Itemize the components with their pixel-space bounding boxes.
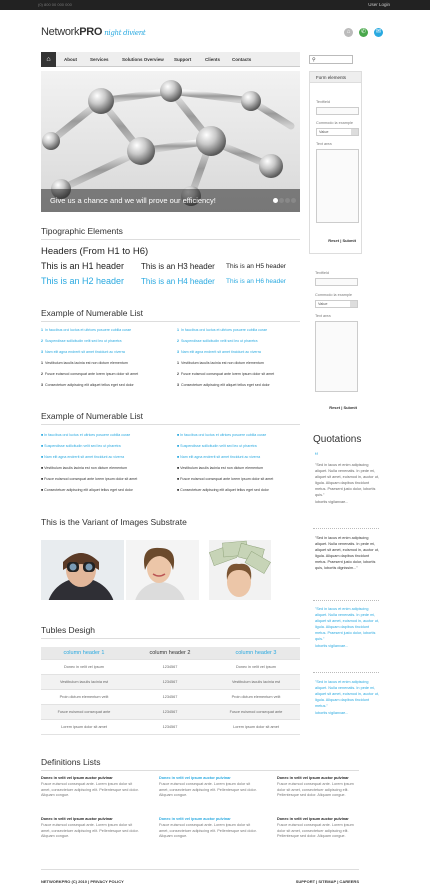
phone-number: (0) 800 00 000 000: [38, 2, 72, 7]
reset-button[interactable]: Reset: [328, 238, 340, 243]
definition-desc: Fusce euismod consequat ante. Lorem ipsum dolor sit amet, consectetuer adipiscing elit. Pellentesque sed dolor. Aliquam congue.: [41, 782, 139, 797]
logo-main-text: Network: [41, 26, 80, 38]
phone-icon[interactable]: ✆: [360, 29, 367, 35]
chevron-down-icon: [351, 129, 358, 135]
list-item[interactable]: 2 Suspendisse sollicitudin velit sed leo ut pharetra: [41, 339, 122, 343]
list-item[interactable]: ■ Nam elit agna endrerit sit amet tincidunt ac viverra: [177, 455, 261, 459]
submit-button[interactable]: Submit: [342, 238, 356, 243]
definition-item: [277, 776, 359, 799]
table-cell: Fusce euismod consequat ante: [229, 710, 283, 714]
definition-item: [159, 817, 259, 840]
h2-sample: This is an H2 header: [41, 276, 125, 286]
table-cell: Vestibulum iaculis lacinia est: [231, 680, 281, 684]
definition-item: [41, 817, 141, 840]
list-item[interactable]: ■ In faucibus orci luctus et ultrices posuere cubilia curae: [177, 433, 267, 437]
form-buttons: Reset | Submit: [329, 405, 357, 410]
list-item[interactable]: ■ Suspendisse sollicitudin velit sed leo ut pharetra: [177, 444, 257, 448]
nav-item-solutions[interactable]: Solutions Overview: [122, 57, 164, 62]
quote-text[interactable]: "Sed in lacus et enim adipiscing aliquet. Nulla venenatis. In pede mi, aliquet sit amet, euismod in, auctor ut, ligula. Aliquam dapibus tincidunt metus. Praesent justo dolor, lobortis quis.": [315, 607, 379, 641]
nav-item-about[interactable]: About: [64, 57, 77, 62]
slider-dot[interactable]: [273, 198, 278, 203]
table-cell: 1234567: [162, 695, 178, 699]
definition-term: Donec in velit vel ipsum auctor pulvinar: [41, 817, 113, 821]
table-cell: 1234567: [162, 725, 178, 729]
list-item[interactable]: 1 In faucibus orci luctus et ultrices posuere cubilia curae: [177, 328, 268, 332]
table-cell: Proin dictum elementum velit: [59, 695, 109, 699]
quote-text: "Sed in lacus et enim adipiscing aliquet. Nulla venenatis. In pede mi, aliquet sit amet, euismod in, auctor ut, ligula. Aliquam dapibus tincidunt metus. Praesent justo dolor, lobortis quis.": [315, 463, 379, 497]
data-table: [41, 647, 300, 735]
photo-money[interactable]: [209, 540, 271, 600]
table-header-row: [41, 647, 300, 660]
list2-section-title: Example of Numerable List: [41, 411, 144, 421]
column-header[interactable]: column header 1: [63, 650, 105, 656]
divider: [41, 638, 300, 639]
slider-dot[interactable]: [285, 198, 290, 203]
list-item: 1 Vestibulum iaculis lacinia est non dictum elementum: [177, 361, 264, 365]
list-item[interactable]: 3 Nam elit agna endrerit sit amet tincidunt ac viverra: [41, 350, 125, 354]
form-elements-box-2: [309, 268, 362, 416]
form-elements-title: Form elements: [310, 72, 361, 83]
mail-icon[interactable]: ✉: [375, 29, 382, 35]
banner-caption: Give us a chance and we will prove our efficiency!: [50, 196, 216, 205]
table-cell: Donec in velit vel ipsum: [64, 665, 104, 669]
definition-term: Donec in velit vel ipsum auctor pulvinar: [277, 817, 349, 821]
list-item: 3 Consectetuer adipiscing elit aliquet tellus eget sed dolor: [177, 383, 270, 387]
select-value: Value: [318, 302, 328, 306]
home-icon[interactable]: ⌂: [344, 28, 353, 37]
quote-mark-icon: “: [315, 451, 318, 461]
table-cell: Lorem ipsum dolor sit amet: [233, 725, 279, 729]
divider: [41, 239, 300, 240]
quote-author: lobortis vigilanxae...: [315, 711, 349, 715]
h4-sample: This is an H4 header: [141, 277, 215, 286]
quote-item: [315, 679, 379, 716]
search-icon[interactable]: ⚲: [312, 57, 316, 63]
list-item: ■ Consectetuer adipiscing elit aliquet tellus eget sed dolor: [41, 488, 133, 492]
quote-text[interactable]: "Sed in lacus et enim adipiscing aliquet. Nulla venenatis. In pede mi, aliquet sit amet, euismod in, auctor ut, ligula. Aliquam dapibus tincidunt metus.": [315, 680, 379, 708]
main-navigation: [41, 52, 300, 67]
definition-desc: Fusce euismod consequat ante. Lorem ipsum dolor sit amet, consectetuer adipiscing elit. Pellentesque sed dolor. Aliquam congue.: [41, 823, 139, 838]
photo-woman[interactable]: [126, 540, 199, 600]
list1-section-title: Example of Numerable List: [41, 308, 144, 318]
divider: [313, 528, 379, 529]
list-item: 3 Consectetuer adipiscing elit aliquet tellus eget sed dolor: [41, 383, 134, 387]
divider: [313, 600, 379, 601]
quote-author: lobortis vigilanxae...: [315, 500, 349, 504]
nav-item-services[interactable]: Services: [90, 57, 109, 62]
textarea-label: Text area: [315, 314, 331, 318]
search-box: [309, 55, 353, 64]
nav-item-support[interactable]: Support: [174, 57, 192, 62]
textfield-input[interactable]: [315, 278, 358, 286]
footer-links[interactable]: SUPPORT | SITEMAP | CAREERS: [295, 879, 359, 884]
h6-sample: This is an H6 header: [226, 278, 286, 285]
select-value: Value: [319, 130, 329, 134]
table-row: [41, 690, 300, 705]
column-header[interactable]: column header 2: [149, 650, 191, 656]
column-header[interactable]: column header 3: [235, 650, 277, 656]
list-item[interactable]: 1 In faucibus orci luctus et ultrices posuere cubilia curae: [41, 328, 132, 332]
quote-item: [315, 535, 379, 571]
list-item: ■ Fusce euismod consequat ante lorem ipsum dolor sit amet: [41, 477, 138, 481]
table-cell: Lorem ipsum dolor sit amet: [61, 725, 107, 729]
table-cell: 1234567: [162, 680, 178, 684]
table-cell: 1234567: [162, 665, 178, 669]
site-logo[interactable]: [41, 26, 145, 38]
typo-section-title: Tipographic Elements: [41, 226, 123, 236]
divider: [41, 424, 300, 425]
definition-item: [159, 776, 259, 799]
banner-caption-bar: [41, 189, 300, 212]
submit-button[interactable]: Submit: [343, 405, 357, 410]
definition-term: Donec in velit vel ipsum auctor pulvinar: [41, 776, 113, 780]
nav-home-icon[interactable]: ⌂: [41, 52, 56, 67]
textarea-input[interactable]: [316, 149, 359, 223]
table-cell: Vestibulum iaculis lacinia est: [59, 680, 109, 684]
definition-desc: Fusce euismod consequat ante. Lorem ipsum dolor sit amet, consectetuer adipiscing elit. Pellentesque sed dolor. Aliquam congue.: [159, 782, 257, 797]
logo-strong-text: PRO: [79, 26, 103, 38]
definitions-section-title: Definitions Lists: [41, 757, 101, 767]
footer-copyright[interactable]: NETWORKPRO (C) 2010 | PRIVACY POLICY: [41, 879, 124, 884]
definition-desc: Fusce euismod consequat ante. Lorem ipsum dolor sit amet, consectetuer adipiscing elit. Pellentesque sed dolor. Aliquam congue.: [277, 782, 354, 797]
quote-item: [315, 606, 379, 649]
table-cell: Fusce euismod consequat ante: [57, 710, 111, 714]
definition-term: Donec in velit vel ipsum auctor pulvinar: [277, 776, 349, 780]
textfield-label: Textfield: [316, 100, 330, 104]
table-cell: Proin dictum elementum velit: [231, 695, 281, 699]
h5-sample: This is an H5 header: [226, 263, 286, 270]
list-item: ■ Vestibulum iaculis lacinia est non dictum elementum: [177, 466, 264, 470]
textfield-input[interactable]: [316, 107, 359, 115]
h1-sample: This is an H1 header: [41, 261, 125, 271]
list-item: 2 Fusce euismod consequat ante lorem ipsum dolor sit amet: [177, 372, 275, 376]
list-item: 2 Fusce euismod consequat ante lorem ipsum dolor sit amet: [41, 372, 139, 376]
divider: [41, 770, 359, 771]
definition-desc: Fusce euismod consequat ante. Lorem ipsum dolor sit amet, consectetuer adipiscing elit. Pellentesque sed dolor. Aliquam congue.: [277, 823, 354, 838]
value-select[interactable]: [315, 300, 358, 308]
top-bar: [0, 0, 430, 10]
photo-binoculars[interactable]: [41, 540, 124, 600]
list-item[interactable]: 3 Nam elit agna endrerit sit amet tincidunt ac viverra: [177, 350, 261, 354]
textfield-label: Textfield: [315, 271, 329, 275]
definition-term[interactable]: Donec in velit vel ipsum auctor pulvinar: [159, 776, 231, 780]
list-item[interactable]: ■ Nam elit agna endrerit sit amet tincidunt ac viverra: [41, 455, 125, 459]
hero-banner: [41, 71, 300, 212]
quotations-title: Quotations: [313, 434, 362, 445]
divider: [313, 672, 379, 673]
slider-dot[interactable]: [291, 198, 296, 203]
search-input[interactable]: [319, 56, 352, 63]
definition-term[interactable]: Donec in velit vel ipsum auctor pulvinar: [159, 817, 231, 821]
list-item[interactable]: ■ Suspendisse sollicitudin velit sed leo ut pharetra: [41, 444, 121, 448]
select-label: Commodo la example: [316, 121, 353, 125]
nav-item-contacts[interactable]: Contacts: [232, 57, 252, 62]
h3-sample: This is an H3 header: [141, 262, 215, 271]
table-cell: Donec in velit vel ipsum: [236, 665, 276, 669]
table-cell: 1234567: [162, 710, 178, 714]
list-item[interactable]: 2 Suspendisse sollicitudin velit sed leo ut pharetra: [177, 339, 258, 343]
quote-author: lobortis vigilanxae...: [315, 644, 349, 648]
list-item: ■ Vestibulum iaculis lacinia est non dictum elementum: [41, 466, 128, 470]
list-item: ■ Fusce euismod consequat ante lorem ipsum dolor sit amet: [177, 477, 274, 481]
list-item: 1 Vestibulum iaculis lacinia est non dictum elementum: [41, 361, 128, 365]
divider: [41, 321, 300, 322]
slider-dot[interactable]: [279, 198, 284, 203]
table-row: [41, 660, 300, 675]
definition-item: [41, 776, 141, 799]
table-section-title: Tubles Desigh: [41, 625, 96, 635]
value-select[interactable]: [316, 128, 359, 136]
quote-text: "Sed in lacus et enim adipiscing aliquet. Nulla venenatis. In pede mi, aliquet sit amet, euismod in, auctor ut, ligula. Aliquam dapibus tincidunt metus. Praesent justo dolor, lobortis quis, lobortis dignissim...": [315, 536, 379, 570]
form-buttons: Reset | Submit: [328, 238, 356, 243]
select-label: Commodo la example: [315, 293, 352, 297]
table-row: [41, 720, 300, 735]
nav-item-clients[interactable]: Clients: [205, 57, 221, 62]
user-login-link[interactable]: User Login: [368, 2, 390, 7]
textarea-input[interactable]: [315, 321, 358, 392]
reset-button[interactable]: Reset: [329, 405, 341, 410]
headers-subtitle: Headers (From H1 to H6): [41, 246, 149, 257]
list-item[interactable]: ■ In faucibus orci luctus et ultrices posuere cubilia curae: [41, 433, 131, 437]
form-elements-box: [309, 71, 362, 254]
quote-item: [315, 462, 379, 505]
table-row: [41, 705, 300, 720]
definition-item: [277, 817, 359, 840]
slider-pagination: [272, 198, 296, 205]
table-row: [41, 675, 300, 690]
chevron-down-icon: [350, 301, 357, 307]
logo-tagline: night divient: [104, 29, 146, 37]
images-section-title: This is the Variant of Images Substrate: [41, 517, 187, 527]
footer-divider: [41, 869, 359, 870]
textarea-label: Text area: [316, 142, 332, 146]
definition-desc: Fusce euismod consequat ante. Lorem ipsum dolor sit amet, consectetuer adipiscing elit. Pellentesque sed dolor. Aliquam congue.: [159, 823, 257, 838]
list-item: ■ Consectetuer adipiscing elit aliquet tellus eget sed dolor: [177, 488, 269, 492]
